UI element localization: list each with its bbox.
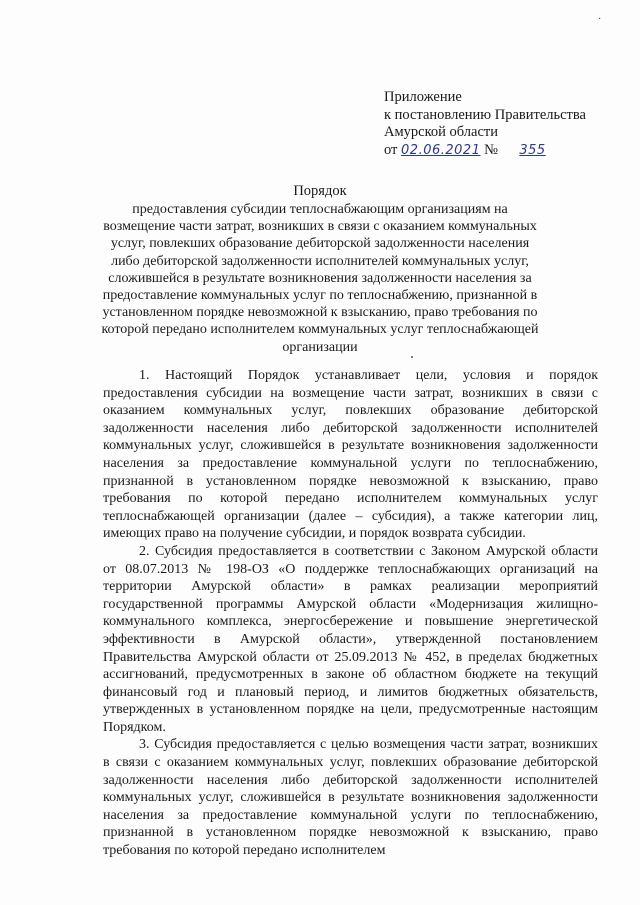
- scan-dot: [411, 356, 413, 358]
- document-body: [103, 367, 598, 860]
- handwritten-date: 02.06.2021: [401, 142, 481, 158]
- appendix-label: Приложение: [384, 89, 462, 105]
- document-title: Порядок: [293, 183, 347, 199]
- number-sign: №: [484, 141, 498, 158]
- paragraph-2: 2. Субсидия предоставляется в соответствии с Законом Амурской области от 08.07.2013 № 198-ОЗ «О поддержке теплоснабжающих организаций на территории Амурской области» в рамках реализации мероприятий государственной программы Амурской области «Модернизация жилищно-коммунального комплекса, энергосбережение и повышение энергетической эффективности в Амурской области», утвержденной постановлением Правительства Амурской области от 25.09.2013 № 452, в пределах бюджетных ассигнований, предусмотренных в законе об областном бюджете на текущий финансовый год и плановый период, и лимитов бюджетных обязательств, утвержденных в установленном порядке на цели, предусмотренные настоящим Порядком.: [103, 543, 598, 735]
- appendix-resolution: к постановлению Правительства: [384, 106, 586, 123]
- title-block: [95, 183, 545, 356]
- paragraph-1: 1. Настоящий Порядок устанавливает цели, условия и порядок предоставления субсидии на возмещение части затрат, возникших в связи с оказанием коммунальных услуг, повлекших образование дебиторской задолженности населения либо дебиторской задолженности исполнителей коммунальных услуг, сложившейся в результате возникновения задолженности населения за предоставление коммунальной услуги по теплоснабжению, признанной в установленном порядке невозможной к взысканию, право требования по которой передано исполнителем коммунальных услуг теплоснабжающей организации (далее – субсидия), а также категории лиц, имеющих право на получение субсидии, и порядок возврата субсидии.: [103, 368, 598, 542]
- date-prefix: от: [384, 141, 398, 158]
- scan-mark: ·: [598, 14, 602, 25]
- appendix-date-line: [384, 142, 624, 160]
- document-subtitle: предоставления субсидии теплоснабжающим организациям на возмещение части затрат, возникших в связи с оказанием коммунальных услуг, повлекших образование дебиторской задолженности населения либо дебиторской задолженности исполнителей коммунальных услуг, сложившейся в результате возникновения задолженности населения за предоставление коммунальных услуг по теплоснабжению, признанной в установленном порядке невозможной к взысканию, право требования по которой передано исполнителем коммунальных услуг теплоснабжающей организации: [101, 202, 539, 355]
- appendix-block: [384, 89, 624, 159]
- handwritten-number: 355: [519, 142, 546, 158]
- paragraph-3: 3. Субсидия предоставляется с целью возмещения части затрат, возникших в связи с оказанием коммунальных услуг, повлекших образование дебиторской задолженности населения либо дебиторской задолженности исполнителей коммунальных услуг, сложившейся в результате возникновения задолженности населения за предоставление коммунальной услуги по теплоснабжению, признанной в установленном порядке невозможной к взысканию, право требования по которой передано исполнителем: [103, 737, 598, 859]
- appendix-region: Амурской области: [384, 124, 498, 140]
